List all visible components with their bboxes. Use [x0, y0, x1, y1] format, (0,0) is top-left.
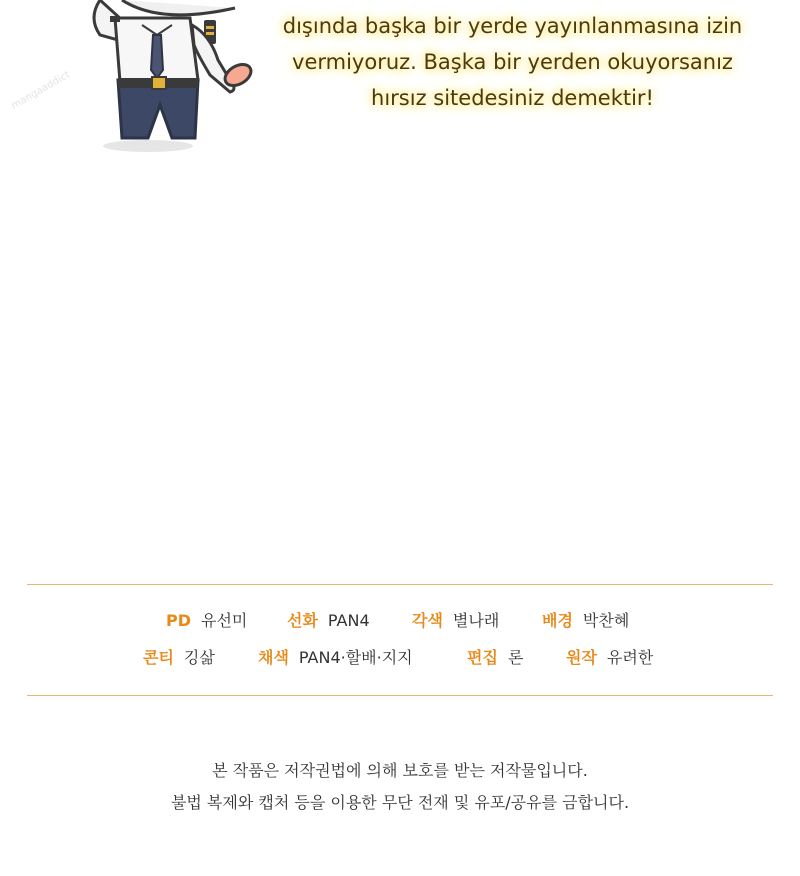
- credit-role: 각색: [412, 611, 443, 630]
- credit-role: PD: [166, 611, 192, 630]
- credit-role: 콘티: [143, 648, 174, 667]
- credit-name: 깅삶: [183, 648, 215, 667]
- credit-role: 편집: [467, 648, 498, 667]
- mascot-character-illustration: [60, 0, 260, 155]
- credit-background: [542, 608, 629, 634]
- credit-line-art: [287, 608, 370, 634]
- credit-name: 유려한: [606, 648, 654, 667]
- credit-name: 박찬혜: [582, 611, 630, 630]
- credit-name: 론: [507, 648, 524, 667]
- top-illustration: [0, 0, 800, 160]
- credit-editing: [467, 645, 523, 671]
- copyright-notice-line-1: 본 작품은 저작권법에 의해 보호를 받는 저작물입니다.: [212, 761, 588, 780]
- copyright-notice-line-2: 불법 복제와 캡처 등을 이용한 무단 전재 및 유포/공유를 금합니다.: [170, 793, 630, 812]
- credits-top-divider: [27, 584, 773, 585]
- credit-role: 선화: [287, 611, 318, 630]
- credit-name: PAN4: [327, 611, 370, 630]
- credit-coloring: [258, 645, 413, 671]
- credits-bottom-divider: [27, 695, 773, 696]
- credit-role: 채색: [258, 648, 289, 667]
- watermark: mangaaddict: [9, 69, 73, 112]
- notice-line: hırsız sitedesiniz demektir!: [371, 86, 654, 110]
- credit-role: 원작: [566, 648, 597, 667]
- credit-name: 별나래: [452, 611, 500, 630]
- credits-row-2: [0, 645, 800, 671]
- credit-pd: [166, 608, 247, 634]
- credit-name: 유선미: [201, 611, 248, 630]
- credits-row-1: [0, 608, 800, 634]
- credit-adaptation: [412, 608, 499, 634]
- notice-line: vermiyoruz. Başka bir yerden okuyorsanız: [292, 50, 733, 74]
- credit-role: 배경: [542, 611, 573, 630]
- credit-name: PAN4·할배·지지: [298, 648, 413, 667]
- translation-notice: [255, 8, 770, 116]
- notice-line: dışında başka bir yerde yayınlanmasına izin: [282, 14, 743, 38]
- credit-original: [566, 645, 653, 671]
- credit-storyboard: [143, 645, 215, 671]
